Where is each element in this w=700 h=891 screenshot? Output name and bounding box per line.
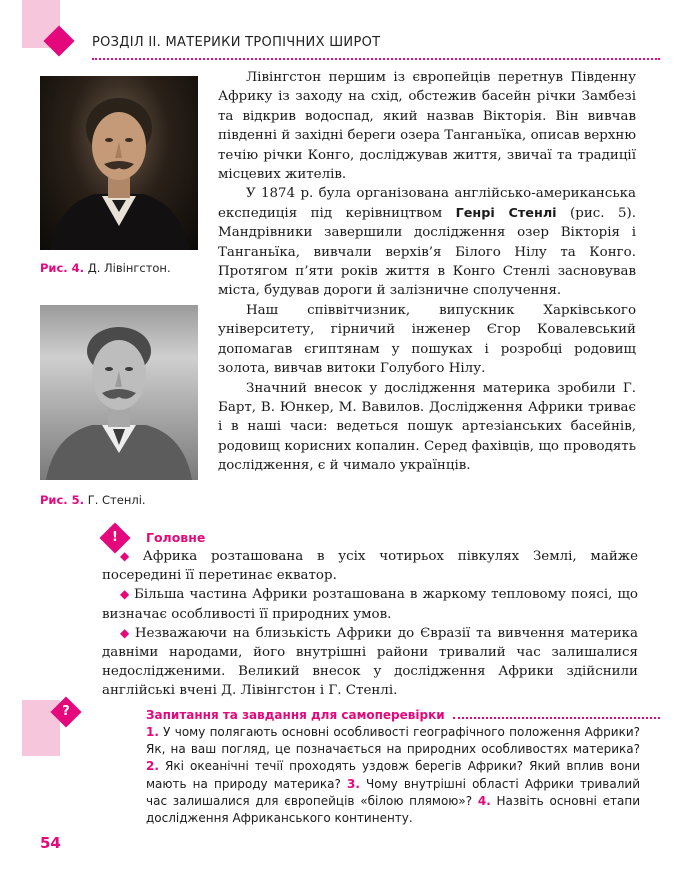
questions-title: Запитання та завдання для самоперевірки xyxy=(146,708,445,722)
stanley-name: Генрі Стенлі xyxy=(455,205,557,221)
figure-4-label: Рис. 4. xyxy=(40,261,85,275)
livingstone-portrait xyxy=(40,76,198,250)
questions-body xyxy=(146,724,640,827)
question-text: Чому внутрішні області Африки тривалий час залишалися для європейців «білою плямою»? xyxy=(146,776,640,808)
question-number: 1. xyxy=(146,725,159,739)
questions-divider xyxy=(453,717,660,719)
question-mark-icon: ? xyxy=(62,704,70,719)
header-divider xyxy=(92,58,660,60)
summary-item-text: Більша частина Африки розташована в жаркому тепловому поясі, що визначає особливості її природних умов. xyxy=(102,587,638,622)
paragraph-stanley-end: (рис. 5). Мандрівники завершили дослідження озер Вікторія і Танганьїка, вивчали верхів’я Білого Нілу та Конго. Протягом п’яти років життя в Конго Стенлі засновував міста, будував дороги й залізничне сполучення. xyxy=(218,205,636,299)
section-title: РОЗДІЛ ІІ. МАТЕРИКИ ТРОПІЧНИХ ШИРОТ xyxy=(92,35,381,50)
bullet-diamond-icon: ◆ xyxy=(120,549,139,563)
figure-5-text: Г. Стенлі. xyxy=(87,493,146,507)
summary-item xyxy=(102,585,638,623)
figure-5-label: Рис. 5. xyxy=(40,493,85,507)
question-number: 4. xyxy=(477,793,491,808)
question-number: 3. xyxy=(346,776,360,791)
figure-4-caption xyxy=(40,261,171,275)
page-number: 54 xyxy=(40,834,61,852)
bullet-diamond-icon: ◆ xyxy=(120,625,131,640)
summary-item xyxy=(102,547,638,585)
exclamation-icon: ! xyxy=(112,530,118,545)
question-text: Які океанічні течії проходять уздовж берегів Африки? Який вплив вони мають на природу материка? xyxy=(146,759,640,791)
summary-body xyxy=(102,547,638,701)
question-text: Назвіть основні етапи дослідження Африканського континенту. xyxy=(146,793,640,826)
bullet-diamond-icon: ◆ xyxy=(120,587,131,602)
paragraph-stanley-start: У 1874 р. була організована англійсько-американська експедиція під керівництвом xyxy=(218,186,636,221)
question-text: У чому полягають основні особливості географічного положення Африки? Як, на ваш погляд, це позначається на природних особливостях материка? xyxy=(146,725,640,757)
paragraph-livingstone: Лівінгстон першим із європейців перетнув Південну Африку із заходу на схід, обстежив басейн річки Замбезі та відкрив водоспад, який назвав Вікторія. Він вивчав південні й західні береги озера Танганьїка, описав верхню течію річки Конго, досліджував життя, звичаї та традиції місцевих жителів. xyxy=(218,70,636,183)
stanley-portrait xyxy=(40,305,198,480)
figure-5-caption xyxy=(40,493,146,507)
figure-4-text: Д. Лівінгстон. xyxy=(87,261,171,275)
summary-title: Головне xyxy=(146,530,206,545)
paragraph-stanley xyxy=(218,184,636,300)
paragraph-other-explorers: Значний внесок у дослідження материка зробили Г. Барт, В. Юнкер, М. Вавилов. Дослідження Африки триває і в наші часи: ведеться пошук артезіанських басейнів, родовищ корисних копалин. Серед фахівців, що проводять дослідження, є й чимало українців. xyxy=(218,380,636,474)
summary-item xyxy=(102,624,638,701)
summary-item-text: Незважаючи на близькість Африки до Євразії та вивчення материка давніми народами, його внутрішні райони тривалий час залишалися недослідженими. Великий внесок у дослідження Африки здійснили англійські вчені Д. Лівінгстон і Г. Стенлі. xyxy=(102,625,638,699)
main-text xyxy=(218,68,636,476)
question-number: 2. xyxy=(146,759,159,774)
summary-item-text: Африка розташована в усіх чотирьох півкулях Землі, майже посередині її перетинає екватор. xyxy=(102,549,639,584)
paragraph-kovalevsky: Наш співвітчизник, випускник Харківського університету, гірничий інженер Єгор Ковалевський допомагав єгиптянам у пошуках і розробці родовищ золота, вивчав витоки Голубого Нілу. xyxy=(218,302,636,377)
